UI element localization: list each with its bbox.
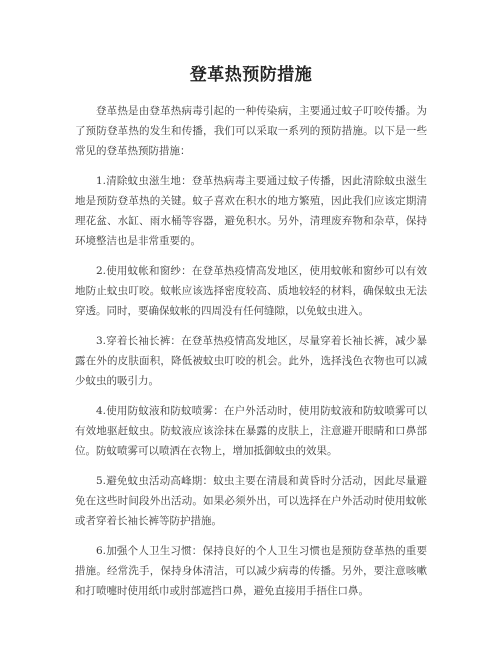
measure-paragraph-5: 5.避免蚊虫活动高峰期：蚊虫主要在清晨和黄昏时分活动，因此尽量避免在这些时间段外出活动。如果必须外出，可以选择在户外活动时使用蚊帐或者穿着长袖长裤等防护措施。 — [75, 475, 427, 527]
measure-paragraph-3: 3.穿着长袖长裤：在登革热疫情高发地区，尽量穿着长袖长裤，减少暴露在外的皮肤面积，降低被蚊虫叮咬的机会。此外，选择浅色衣物也可以减少蚊虫的吸引力。 — [75, 335, 427, 387]
intro-paragraph: 登革热是由登革热病毒引起的一种传染病，主要通过蚊子叮咬传播。为了预防登革热的发生和传播，我们可以采取一系列的预防措施。以下是一些常见的登革热预防措施： — [75, 105, 427, 157]
measure-paragraph-6: 6.加强个人卫生习惯：保持良好的个人卫生习惯也是预防登革热的重要措施。经常洗手，保持身体清洁，可以减少病毒的传播。另外，要注意咳嗽和打喷嚏时使用纸巾或肘部遮挡口鼻，避免直接用手捂住口鼻。 — [75, 545, 427, 597]
document-title: 登革热预防措施 — [189, 65, 313, 85]
measure-paragraph-4: 4.使用防蚊液和防蚊喷雾：在户外活动时，使用防蚊液和防蚊喷雾可以有效地驱赶蚊虫。防蚊液应该涂抹在暴露的皮肤上，注意避开眼睛和口鼻部位。防蚊喷雾可以喷洒在衣物上，增加抵御蚊虫的效果。 — [75, 405, 427, 457]
document-body — [75, 101, 427, 611]
measure-paragraph-2: 2.使用蚊帐和窗纱：在登革热疫情高发地区，使用蚊帐和窗纱可以有效地防止蚊虫叮咬。蚊帐应该选择密度较高、质地较轻的材料，确保蚊虫无法穿透。同时，要确保蚊帐的四周没有任何缝隙，以免蚊虫进入。 — [75, 265, 427, 317]
measure-paragraph-1: 1.清除蚊虫滋生地：登革热病毒主要通过蚊子传播，因此清除蚊虫滋生地是预防登革热的关键。蚊子喜欢在积水的地方繁殖，因此我们应该定期清理花盆、水缸、雨水桶等容器，避免积水。另外，清理废弃物和杂草，保持环境整洁也是非常重要的。 — [75, 175, 427, 247]
